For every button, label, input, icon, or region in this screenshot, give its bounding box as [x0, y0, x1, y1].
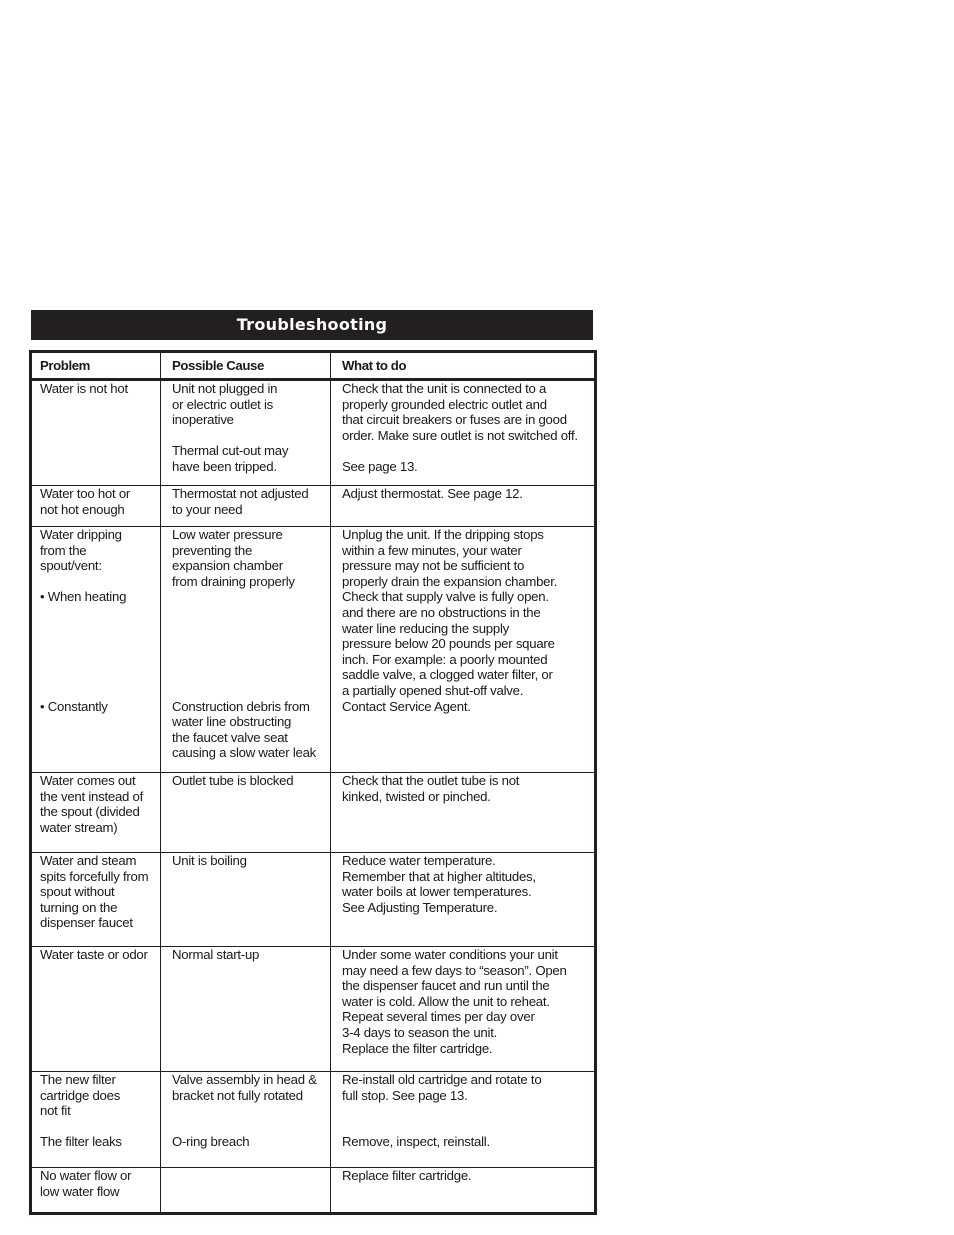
action-cell: Re-install old cartridge and rotate to full stop. See page 13. Remove, inspect, reinstall. [331, 1072, 596, 1168]
table-row [31, 1072, 596, 1168]
action-cell: Reduce water temperature. Remember that at higher altitudes, water boils at lower temperatures. See Adjusting Temperature. [331, 853, 596, 947]
cause-cell: Valve assembly in head & bracket not fully rotated O-ring breach [161, 1072, 331, 1168]
header-problem: Problem [31, 352, 161, 380]
cause-cell: Outlet tube is blocked [161, 773, 331, 853]
problem-cell: No water flow or low water flow [31, 1168, 161, 1214]
table-row [31, 773, 596, 853]
cause-cell: Low water pressure preventing the expansion chamber from draining properly Construction debris from water line obstructing the faucet valve seat causing a slow water leak [161, 527, 331, 773]
cause-cell: Unit is boiling [161, 853, 331, 947]
troubleshooting-table [29, 350, 597, 1215]
problem-cell: The new filter cartridge does not fit The filter leaks [31, 1072, 161, 1168]
action-cell: Check that the unit is connected to a properly grounded electric outlet and that circuit breakers or fuses are in good order. Make sure outlet is not switched off. See page 13. [331, 380, 596, 486]
cause-cell: Thermostat not adjusted to your need [161, 486, 331, 527]
header-what-to-do: What to do [331, 352, 596, 380]
table-row [31, 486, 596, 527]
action-cell: Under some water conditions your unit may need a few days to “season”. Open the dispenser faucet and run until the water is cold. Allow the unit to reheat. Repeat several times per day over 3-4 days to season the unit. Replace the filter cartridge. [331, 947, 596, 1072]
problem-cell: Water taste or odor [31, 947, 161, 1072]
action-cell: Unplug the unit. If the dripping stops within a few minutes, your water pressure may not be sufficient to properly drain the expansion chamber. Check that supply valve is fully open. and there are no obstructions in the water line reducing the supply pressure below 20 pounds per square inch. For example: a poorly mounted saddle valve, a clogged water filter, or a partially opened shut-off valve. Contact Service Agent. [331, 527, 596, 773]
action-cell: Replace filter cartridge. [331, 1168, 596, 1214]
header-possible-cause: Possible Cause [161, 352, 331, 380]
problem-cell: Water dripping from the spout/vent: • When heating • Constantly [31, 527, 161, 773]
problem-cell: Water and steam spits forcefully from spout without turning on the dispenser faucet [31, 853, 161, 947]
action-cell: Check that the outlet tube is not kinked, twisted or pinched. [331, 773, 596, 853]
table-row [31, 853, 596, 947]
table-row [31, 527, 596, 773]
action-cell: Adjust thermostat. See page 12. [331, 486, 596, 527]
problem-cell: Water comes out the vent instead of the spout (divided water stream) [31, 773, 161, 853]
table-row [31, 1168, 596, 1214]
problem-cell: Water too hot or not hot enough [31, 486, 161, 527]
table-row [31, 947, 596, 1072]
cause-cell: Normal start-up [161, 947, 331, 1072]
section-title: Troubleshooting [31, 310, 593, 340]
table-row [31, 380, 596, 486]
problem-cell: Water is not hot [31, 380, 161, 486]
table-header-row [31, 352, 596, 380]
cause-cell: Unit not plugged in or electric outlet is inoperative Thermal cut-out may have been tripped. [161, 380, 331, 486]
cause-cell [161, 1168, 331, 1214]
